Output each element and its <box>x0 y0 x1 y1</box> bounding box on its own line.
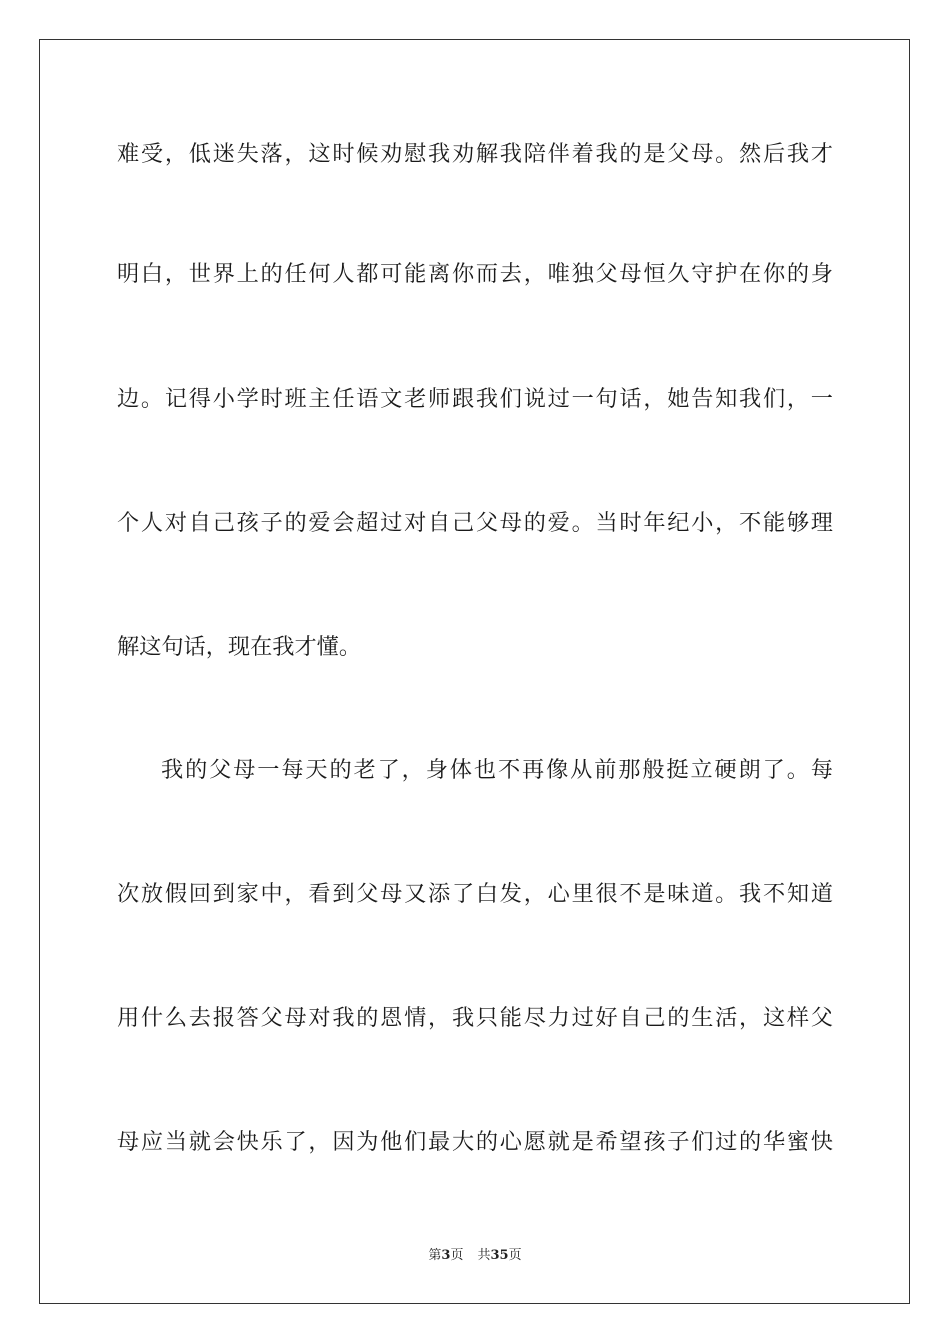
body-text-line: 母应当就会快乐了，因为他们最大的心愿就是希望孩子们过的华蜜快 <box>117 1129 833 1155</box>
body-text-line: 明白，世界上的任何人都可能离你而去，唯独父母恒久守护在你的身 <box>117 261 833 287</box>
body-text-line: 我的父母一每天的老了，身体也不再像从前那般挺立硬朗了。每 <box>161 757 833 783</box>
body-text-line: 解这句话，现在我才懂。 <box>117 634 362 660</box>
body-text-line: 次放假回到家中，看到父母又添了白发，心里很不是味道。我不知道 <box>117 881 833 907</box>
total-label-suffix: 页 <box>508 1248 522 1263</box>
total-pages: 35 <box>490 1248 509 1263</box>
page-label-prefix: 第 <box>428 1248 442 1263</box>
page-label-suffix: 页 <box>450 1248 464 1263</box>
body-text-line: 个人对自己孩子的爱会超过对自己父母的爱。当时年纪小，不能够理 <box>117 510 833 536</box>
page-footer <box>0 1247 950 1265</box>
body-text-line: 难受，低迷失落，这时候劝慰我劝解我陪伴着我的是父母。然后我才 <box>117 141 833 167</box>
body-text-line: 边。记得小学时班主任语文老师跟我们说过一句话，她告知我们，一 <box>117 386 833 412</box>
page-border <box>39 39 910 1304</box>
page-number: 3 <box>441 1248 451 1263</box>
body-text-line: 用什么去报答父母对我的恩情，我只能尽力过好自己的生活，这样父 <box>117 1005 833 1031</box>
total-label-prefix: 共 <box>477 1248 491 1263</box>
